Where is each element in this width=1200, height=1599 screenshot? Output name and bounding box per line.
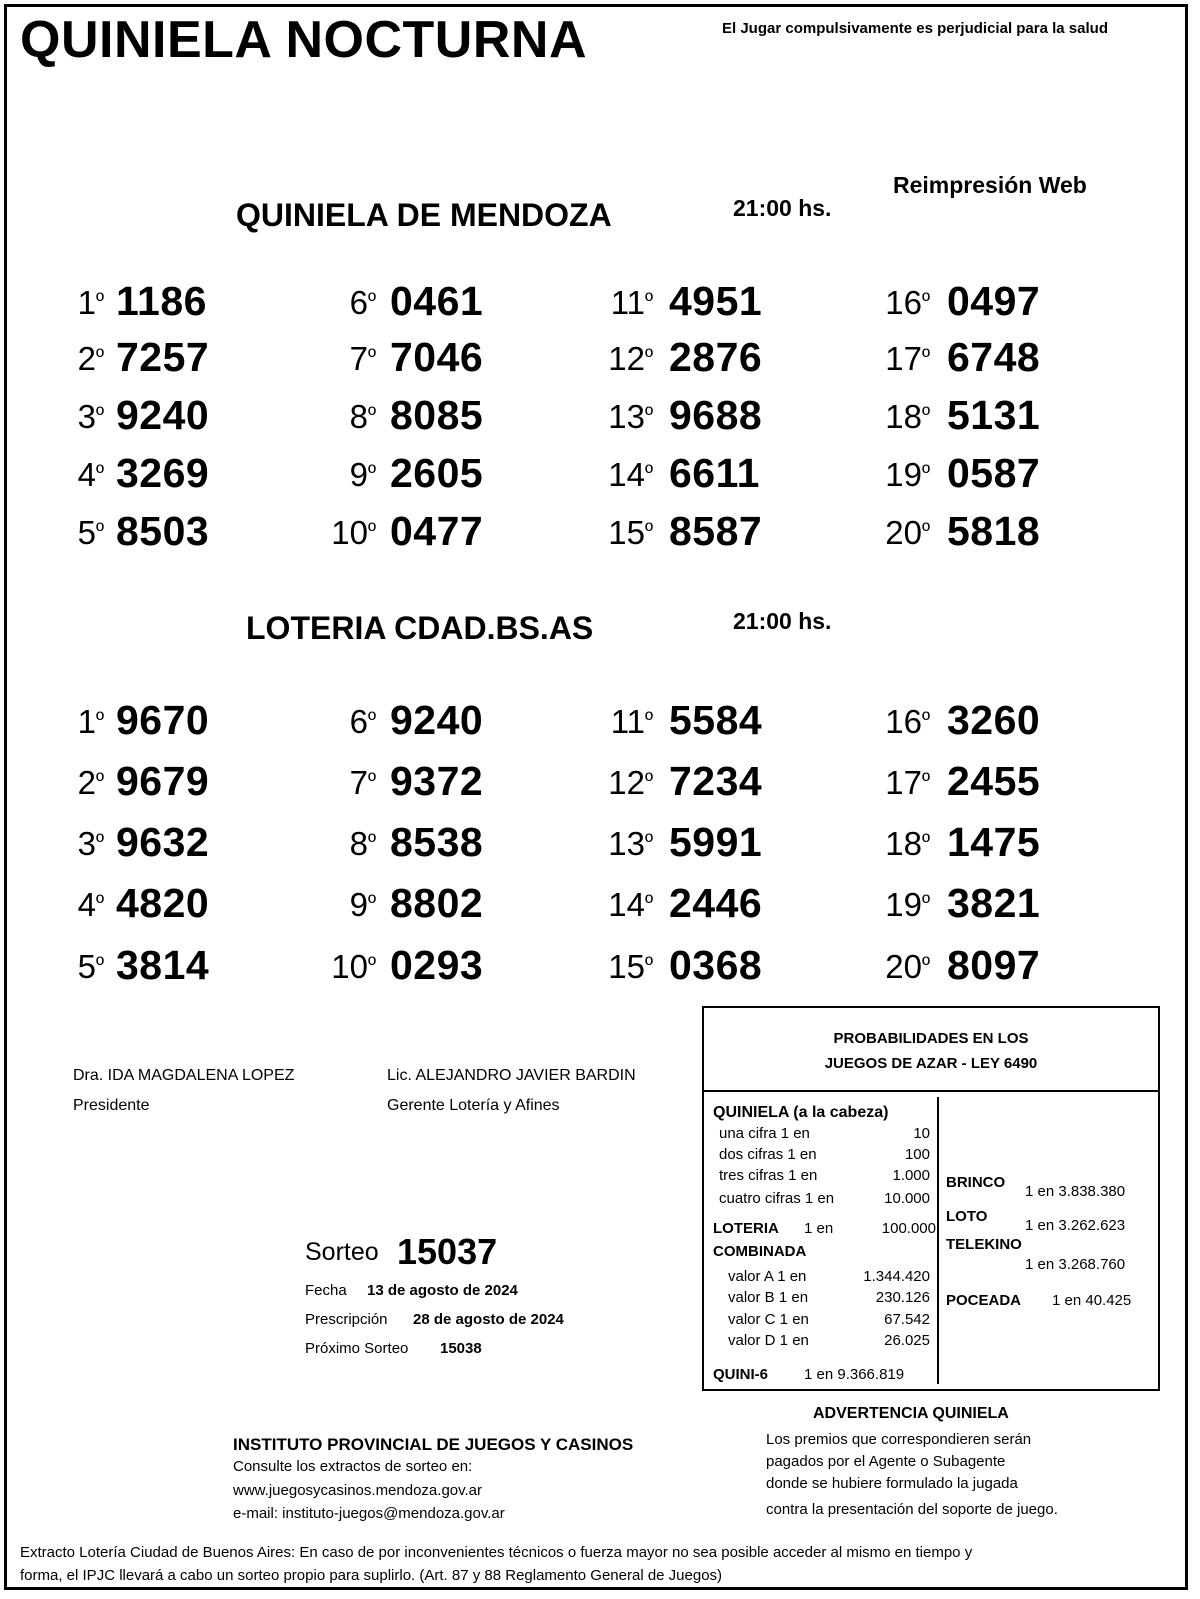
draw-number: 15037 [397, 1231, 498, 1272]
result-number: 2446 [669, 880, 763, 926]
institute-email-link[interactable]: e-mail: instituto-juegos@mendoza.gov.ar [233, 1505, 505, 1522]
loteria-prob-en: 1 en [804, 1220, 834, 1237]
next-draw-label: Próximo Sorteo [305, 1340, 409, 1357]
ordinal-mark: º [367, 890, 376, 915]
result-position-number: 8 [349, 398, 368, 435]
result-number: 7046 [390, 334, 484, 380]
result-position-number: 6 [349, 703, 368, 740]
ordinal-mark: º [95, 402, 104, 427]
loteria-prob-value: 100.000 [881, 1220, 936, 1237]
result-number: 0497 [947, 278, 1041, 324]
ordinal-mark: º [921, 518, 930, 543]
draw-label: Sorteo [305, 1238, 379, 1266]
result-number: 8097 [947, 942, 1041, 988]
result-position [32, 948, 104, 986]
result-position [32, 340, 104, 378]
result-position [858, 948, 930, 986]
draw-expiry: 28 de agosto de 2024 [413, 1311, 564, 1328]
ordinal-mark: º [644, 707, 653, 732]
loto-prob-value: 1 en 3.262.623 [1025, 1217, 1126, 1234]
probabilities-divider [702, 1090, 1160, 1092]
result-number: 6611 [669, 450, 760, 496]
advert-line-4: contra la presentación del soporte de juego. [766, 1501, 1058, 1518]
result-position-number: 9 [349, 886, 368, 923]
ordinal-mark: º [95, 768, 104, 793]
result-number: 3814 [116, 942, 210, 988]
result-position-number: 17 [885, 340, 922, 377]
result-number: 0477 [390, 508, 484, 554]
prob-row-value: 230.126 [875, 1289, 930, 1306]
result-position [858, 703, 930, 741]
poceada-prob-value: 1 en 40.425 [1052, 1292, 1132, 1309]
prob-row-label: dos cifras 1 en [719, 1146, 817, 1163]
loteria-prob-label: LOTERIA [713, 1220, 779, 1237]
prob-row-label: valor A 1 en [728, 1268, 807, 1285]
ordinal-mark: º [644, 402, 653, 427]
prob-row-label: valor D 1 en [728, 1332, 809, 1349]
result-position [304, 825, 376, 863]
result-number: 9240 [390, 697, 484, 743]
prob-row-value: 10 [913, 1125, 930, 1142]
result-position [304, 398, 376, 436]
result-position [304, 456, 376, 494]
result-position-number: 1 [77, 284, 96, 321]
result-number: 9372 [390, 758, 484, 804]
result-position [581, 514, 653, 552]
result-position-number: 14 [608, 886, 645, 923]
result-number: 8587 [669, 508, 763, 554]
result-position [304, 764, 376, 802]
result-position-number: 11 [610, 703, 645, 740]
ordinal-mark: º [367, 518, 376, 543]
quini6-prob-value: 1 en 9.366.819 [804, 1366, 905, 1383]
reprint-label: Reimpresión Web [893, 172, 1087, 198]
result-position-number: 3 [77, 398, 96, 435]
ordinal-mark: º [921, 768, 930, 793]
probabilities-title-2: JUEGOS DE AZAR - LEY 6490 [824, 1055, 1038, 1072]
result-number: 2605 [390, 450, 484, 496]
result-number: 5131 [947, 392, 1041, 438]
result-position-number: 14 [608, 456, 645, 493]
result-number: 3821 [947, 880, 1041, 926]
result-position [858, 456, 930, 494]
ordinal-mark: º [921, 344, 930, 369]
ordinal-mark: º [644, 829, 653, 854]
brinco-prob-label: BRINCO [946, 1174, 1006, 1191]
result-number: 8538 [390, 819, 484, 865]
result-number: 5991 [669, 819, 763, 865]
institute-web-link[interactable]: www.juegosycasinos.mendoza.gov.ar [233, 1482, 483, 1499]
result-number: 2876 [669, 334, 763, 380]
health-warning: El Jugar compulsivamente es perjudicial para la salud [722, 20, 1108, 37]
prob-row-label: tres cifras 1 en [719, 1167, 818, 1184]
ordinal-mark: º [95, 288, 104, 313]
result-position-number: 15 [608, 948, 645, 985]
result-number: 8802 [390, 880, 484, 926]
result-number: 9670 [116, 697, 210, 743]
result-position [858, 340, 930, 378]
buenosaires-title: LOTERIA CDAD.BS.AS [246, 610, 594, 646]
result-position-number: 8 [349, 825, 368, 862]
footer-line-1: Extracto Lotería Ciudad de Buenos Aires: En caso de por inconvenientes técnicos o fuerza mayor no sea posible acceder al mismo en tiempo y [20, 1544, 973, 1561]
result-position [581, 886, 653, 924]
result-position [32, 764, 104, 802]
result-position-number: 15 [608, 514, 645, 551]
ordinal-mark: º [921, 952, 930, 977]
advert-line-3: donde se hubiere formulado la jugada [766, 1475, 1018, 1492]
institute-consult: Consulte los extractos de sorteo en: [233, 1458, 473, 1475]
result-position-number: 7 [349, 764, 368, 801]
result-position-number: 12 [608, 764, 645, 801]
result-number: 0293 [390, 942, 484, 988]
result-position [858, 398, 930, 436]
result-position [304, 886, 376, 924]
result-position [32, 398, 104, 436]
ordinal-mark: º [644, 288, 653, 313]
footer-line-2: forma, el IPJC llevará a cabo un sorteo propio para suplirlo. (Art. 87 y 88 Reglamento General de Juegos) [20, 1567, 723, 1584]
result-position [304, 948, 376, 986]
result-number: 9240 [116, 392, 210, 438]
result-number: 0368 [669, 942, 763, 988]
result-number: 0461 [390, 278, 484, 324]
brinco-prob-value: 1 en 3.838.380 [1025, 1183, 1126, 1200]
result-position-number: 18 [885, 398, 922, 435]
ordinal-mark: º [644, 344, 653, 369]
result-position-number: 13 [608, 825, 645, 862]
ordinal-mark: º [95, 518, 104, 543]
combinada-prob-label: COMBINADA [713, 1243, 807, 1260]
result-number: 3260 [947, 697, 1041, 743]
ordinal-mark: º [644, 890, 653, 915]
result-position [858, 825, 930, 863]
quini6-prob-label: QUINI-6 [713, 1366, 769, 1383]
result-number: 5818 [947, 508, 1041, 554]
result-position [304, 703, 376, 741]
result-position [32, 284, 104, 322]
result-position-number: 17 [885, 764, 922, 801]
ordinal-mark: º [95, 890, 104, 915]
result-position [858, 284, 930, 322]
result-number: 4951 [669, 278, 763, 324]
result-position-number: 5 [77, 514, 96, 551]
prob-row-label: valor C 1 en [728, 1311, 809, 1328]
result-position-number: 9 [349, 456, 368, 493]
result-position-number: 18 [885, 825, 922, 862]
result-position-number: 16 [885, 703, 922, 740]
result-number: 0587 [947, 450, 1041, 496]
next-draw-number: 15038 [440, 1340, 482, 1357]
mendoza-hour: 21:00 hs. [733, 195, 832, 221]
result-number: 7234 [669, 758, 763, 804]
ordinal-mark: º [921, 707, 930, 732]
result-position [581, 825, 653, 863]
prob-row-label: valor B 1 en [728, 1289, 809, 1306]
ordinal-mark: º [367, 829, 376, 854]
telekino-prob-value: 1 en 3.268.760 [1025, 1256, 1126, 1273]
result-position-number: 7 [349, 340, 368, 377]
quiniela-prob-title: QUINIELA (a la cabeza) [713, 1104, 889, 1121]
result-number: 4820 [116, 880, 210, 926]
ordinal-mark: º [95, 344, 104, 369]
result-position-number: 3 [77, 825, 96, 862]
page-title: QUINIELA NOCTURNA [20, 11, 587, 69]
advert-line-2: pagados por el Agente o Subagente [766, 1453, 1006, 1470]
prob-row-value: 1.000 [892, 1167, 930, 1184]
result-position [581, 398, 653, 436]
result-position [32, 825, 104, 863]
signature-right-name: Lic. ALEJANDRO JAVIER BARDIN [387, 1067, 636, 1084]
ordinal-mark: º [367, 344, 376, 369]
result-position [32, 886, 104, 924]
result-position [581, 764, 653, 802]
result-position [32, 456, 104, 494]
result-number: 6748 [947, 334, 1041, 380]
prob-row-value: 1.344.420 [863, 1268, 930, 1285]
result-position-number: 4 [77, 456, 96, 493]
ordinal-mark: º [95, 707, 104, 732]
result-position [581, 340, 653, 378]
probabilities-column-divider [937, 1097, 939, 1384]
result-position [32, 703, 104, 741]
probabilities-title-1: PROBABILIDADES EN LOS [833, 1030, 1029, 1047]
ordinal-mark: º [921, 890, 930, 915]
prob-row-value: 26.025 [884, 1332, 930, 1349]
result-position-number: 19 [885, 456, 922, 493]
ordinal-mark: º [644, 952, 653, 977]
ordinal-mark: º [644, 518, 653, 543]
result-position [304, 514, 376, 552]
ordinal-mark: º [367, 288, 376, 313]
advert-line-1: Los premios que correspondieren serán [766, 1431, 1032, 1448]
result-position-number: 19 [885, 886, 922, 923]
signature-left-role: Presidente [73, 1097, 150, 1114]
ordinal-mark: º [367, 707, 376, 732]
result-position-number: 5 [77, 948, 96, 985]
ordinal-mark: º [367, 952, 376, 977]
poceada-prob-label: POCEADA [946, 1292, 1022, 1309]
ordinal-mark: º [644, 460, 653, 485]
telekino-prob-label: TELEKINO [946, 1236, 1022, 1253]
result-position-number: 6 [349, 284, 368, 321]
buenosaires-hour: 21:00 hs. [733, 608, 832, 634]
result-number: 5584 [669, 697, 763, 743]
draw-date-label: Fecha [305, 1282, 347, 1299]
ordinal-mark: º [95, 952, 104, 977]
advert-title: ADVERTENCIA QUINIELA [813, 1405, 1009, 1422]
ordinal-mark: º [367, 768, 376, 793]
result-position-number: 16 [885, 284, 922, 321]
result-position [581, 703, 653, 741]
result-number: 1475 [947, 819, 1041, 865]
result-position [581, 284, 653, 322]
ordinal-mark: º [95, 460, 104, 485]
prob-row-label: cuatro cifras 1 en [719, 1190, 835, 1207]
result-position [858, 886, 930, 924]
draw-expiry-label: Prescripción [305, 1311, 388, 1328]
result-number: 1186 [116, 278, 207, 324]
result-position [32, 514, 104, 552]
result-position-number: 4 [77, 886, 96, 923]
result-position-number: 2 [77, 340, 96, 377]
result-number: 3269 [116, 450, 210, 496]
result-position-number: 11 [610, 284, 645, 321]
loto-prob-label: LOTO [946, 1208, 988, 1225]
result-position-number: 1 [77, 703, 96, 740]
ordinal-mark: º [921, 460, 930, 485]
result-number: 8503 [116, 508, 210, 554]
ordinal-mark: º [644, 768, 653, 793]
result-number: 9632 [116, 819, 210, 865]
prob-row-label: una cifra 1 en [719, 1125, 810, 1142]
ordinal-mark: º [921, 829, 930, 854]
ordinal-mark: º [367, 460, 376, 485]
ordinal-mark: º [921, 402, 930, 427]
result-position-number: 2 [77, 764, 96, 801]
mendoza-title: QUINIELA DE MENDOZA [236, 197, 612, 233]
ordinal-mark: º [367, 402, 376, 427]
result-position [304, 340, 376, 378]
result-number: 8085 [390, 392, 484, 438]
prob-row-value: 67.542 [884, 1311, 930, 1328]
signature-left-name: Dra. IDA MAGDALENA LOPEZ [73, 1067, 295, 1084]
ordinal-mark: º [95, 829, 104, 854]
signature-right-role: Gerente Lotería y Afines [387, 1097, 560, 1114]
result-number: 9679 [116, 758, 210, 804]
prob-row-value: 100 [904, 1146, 930, 1163]
result-number: 7257 [116, 334, 210, 380]
result-position-number: 13 [608, 398, 645, 435]
prob-row-value: 10.000 [884, 1190, 930, 1207]
result-number: 9688 [669, 392, 763, 438]
result-position [858, 764, 930, 802]
result-position-number: 20 [885, 948, 922, 985]
draw-date: 13 de agosto de 2024 [367, 1282, 518, 1299]
ordinal-mark: º [921, 288, 930, 313]
result-position-number: 20 [885, 514, 922, 551]
result-position-number: 10 [331, 514, 368, 551]
result-position [581, 456, 653, 494]
result-position [581, 948, 653, 986]
result-position [858, 514, 930, 552]
result-position-number: 12 [608, 340, 645, 377]
result-position-number: 10 [331, 948, 368, 985]
result-number: 2455 [947, 758, 1041, 804]
result-position [304, 284, 376, 322]
institute-name: INSTITUTO PROVINCIAL DE JUEGOS Y CASINOS [233, 1435, 634, 1454]
